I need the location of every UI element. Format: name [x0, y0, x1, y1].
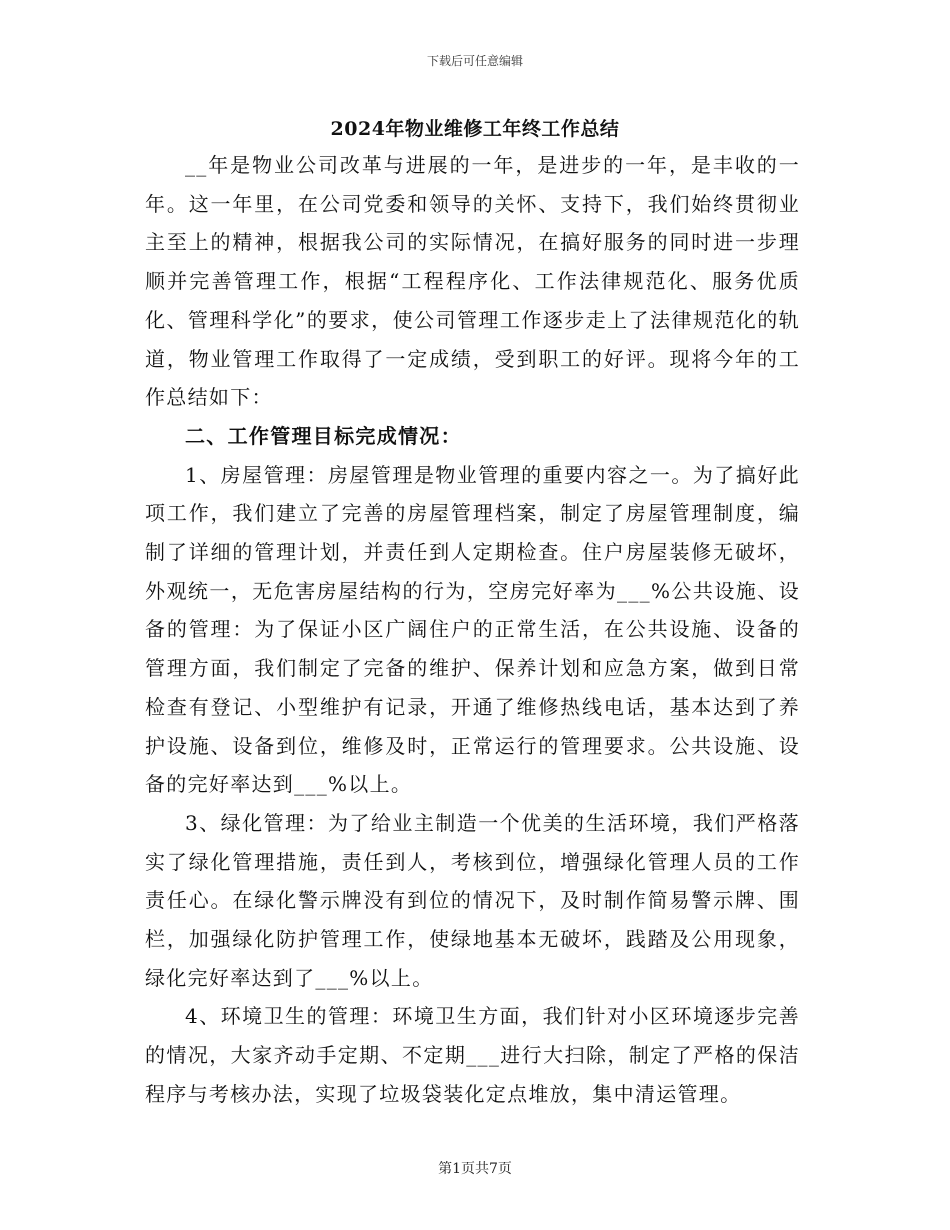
greening-management-paragraph: 3、绿化管理：为了给业主制造一个优美的生活环境，我们严格落实了绿化管理措施，责任到人，考核到位，增强绿化管理人员的工作责任心。在绿化警示牌没有到位的情况下，及时制作简易警示牌、围栏，加强绿化防护管理工作，使绿地基本无破坏，践踏及公用现象，绿化完好率达到了___%以上。 [145, 810, 800, 990]
housing-management-paragraph: 1、房屋管理：房屋管理是物业管理的重要内容之一。为了搞好此项工作，我们建立了完善的房屋管理档案，制定了房屋管理制度，编制了详细的管理计划，并责任到人定期检查。住户房屋装修无破坏，外观统一，无危害房屋结构的行为，空房完好率为___%公共设施、设备的管理：为了保证小区广阔住户的正常生活，在公共设施、设备的管理方面，我们制定了完备的维护、保养计划和应急方案，做到日常检查有登记、小型维护有记录，开通了维修热线电话，基本达到了养护设施、设备到位，维修及时，正常运行的管理要求。公共设施、设备的完好率达到___%以上。 [145, 462, 800, 797]
document-title: 2024年物业维修工年终工作总结 [330, 118, 620, 140]
page-indicator: 第1页共7页 [438, 1161, 512, 1177]
header-note: 下载后可任意编辑 [426, 54, 523, 68]
sanitation-management-paragraph: 4、环境卫生的管理：环境卫生方面，我们针对小区环境逐步完善的情况，大家齐动手定期、不定期___进行大扫除，制定了严格的保洁程序与考核办法，实现了垃圾袋装化定点堆放，集中清运管理。 [145, 1004, 800, 1106]
document-body [145, 146, 800, 1114]
intro-paragraph: __年是物业公司改革与进展的一年，是进步的一年，是丰收的一年。这一年里，在公司党委和领导的关怀、支持下，我们始终贯彻业主至上的精神，根据我公司的实际情况，在搞好服务的同时进一步理顺并完善管理工作，根据“工程程序化、工作法律规范化、服务优质化、管理科学化”的要求，使公司管理工作逐步走上了法律规范化的轨道，物业管理工作取得了一定成绩，受到职工的好评。现将今年的工作总结如下： [145, 153, 800, 410]
section-heading: 二、工作管理目标完成情况： [185, 423, 462, 448]
